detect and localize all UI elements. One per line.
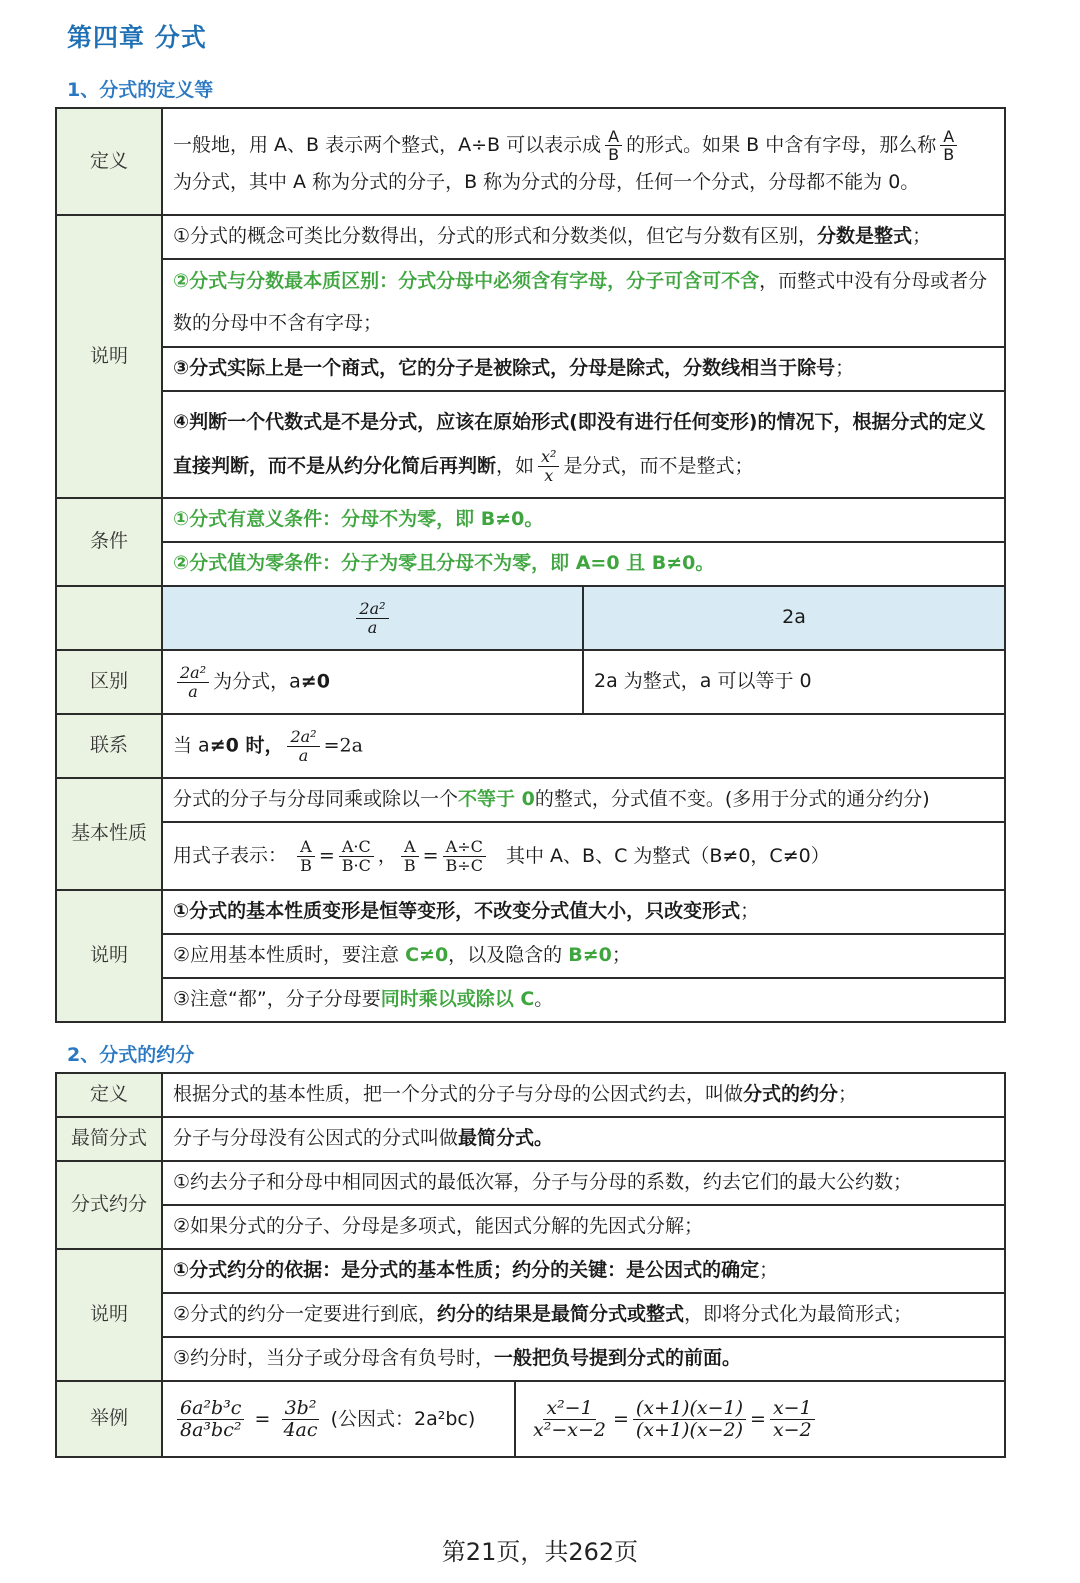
condition-1: ①分式有意义条件：分母不为零，即 B≠0。 [162,498,1005,542]
note-4: ④判断一个代数式是不是分式，应该在原始形式(即没有进行任何变形)的情况下，根据分式的定义直接判断，而不是从约分化简后再判断，如 $\frac{\text{x²}}{x}$ 是分式，而不是整式； [162,391,1005,498]
note-3: ③分式实际上是一个商式，它的分子是被除式，分母是除式，分数线相当于除号； [162,347,1005,391]
compare-header-left: $\frac{\text{2a²}}{a}$ [162,586,583,650]
row-label-simplest: 最简分式 [56,1117,162,1161]
chapter-title: 第四章 分式 [67,23,207,52]
reduction-note-1: ①分式约分的依据：是分式的基本性质；约分的关键：是公因式的确定； [162,1249,1005,1293]
simplest-fraction: 分子与分母没有公因式的分式叫做最简分式。 [162,1117,1005,1161]
row-label-notes-3: 说明 [56,1249,162,1381]
row-label-notes-2: 说明 [56,890,162,1022]
basic-property-2: 用式子表示： $\frac{A}{B}$ = $\frac{A\cdot C}{B\cdot C}$ ， $\frac{A}{B}$ = $\frac{A\div C}{B\div C}$ 其中 A、B、C 为整式（B≠0，C≠0） [162,822,1005,890]
reduction-table [55,1072,1006,1458]
definition-table [55,107,1006,1023]
note-1: ①分式的概念可类比分数得出，分式的形式和分数类似，但它与分数有区别，分数是整式； [162,215,1005,259]
reduction-definition: 根据分式的基本性质，把一个分式的分子与分母的公因式约去，叫做分式的约分； [162,1073,1005,1117]
basic-property-1: 分式的分子与分母同乘或除以一个不等于 0的整式，分式值不变。(多用于分式的通分约分) [162,778,1005,822]
note2-3: ③注意“都”，分子分母要同时乘以或除以 C。 [162,978,1005,1022]
reduction-1: ①约去分子和分母中相同因式的最低次幂，分子与分母的系数，约去它们的最大公约数； [162,1161,1005,1205]
row-label-example: 举例 [56,1381,162,1457]
definition-text-1: 一般地，用 A、B 表示两个整式，A÷B 可以表示成 [173,133,602,156]
row-label-basic-property: 基本性质 [56,778,162,890]
difference-right: 2a 为整式，a 可以等于 0 [583,650,1005,714]
row-label-reduction: 分式约分 [56,1161,162,1249]
note2-2: ②应用基本性质时，要注意 C≠0，以及隐含的 B≠0； [162,934,1005,978]
reduction-note-2: ②分式的约分一定要进行到底，约分的结果是最简分式或整式，即将分式化为最简形式； [162,1293,1005,1337]
condition-2: ②分式值为零条件：分子为零且分母不为零，即 A=0 且 B≠0。 [162,542,1005,586]
row-label-empty [56,586,162,650]
row-label-conditions: 条件 [56,498,162,586]
relation-cell: 当 a≠0 时， $\frac{\text{2a²}}{a}$ =2a [162,714,1005,778]
reduction-2: ②如果分式的分子、分母是多项式，能因式分解的先因式分解； [162,1205,1005,1249]
example-2: $\frac{\text{x²−1}}{\text{x²−x−2}}$ = $\frac{(x+1)(x-1)}{(x+1)(x-2)}$ = $\frac{x-1}{x-2}$ [515,1381,1005,1457]
row-label-difference: 区别 [56,650,162,714]
row-label-definition-2: 定义 [56,1073,162,1117]
fraction-a-over-b-2: $\frac{A}{B}$ [940,128,957,164]
fraction-x2-over-x: $\frac{\text{x²}}{x}$ [538,448,559,484]
reduction-note-3: ③约分时，当分子或分母含有负号时，一般把负号提到分式的前面。 [162,1337,1005,1381]
page-footer: 第21页，共262页 [441,1538,639,1566]
note-2: ②分式与分数最本质区别：分式分母中必须含有字母，分子可含可不含，而整式中没有分母或者分数的分母中不含有字母； [162,259,1005,347]
row-label-notes: 说明 [56,215,162,498]
definition-text-3: 为分式，其中 A 称为分式的分子，B 称为分式的分母，任何一个分式，分母都不能为 0。 [173,170,920,193]
row-label-definition: 定义 [56,108,162,215]
definition-text-2: 的形式。如果 B 中含有字母，那么称 [626,133,937,156]
section2-title: 2、分式的约分 [67,1044,195,1066]
row-label-relation: 联系 [56,714,162,778]
section1-title: 1、分式的定义等 [67,79,214,101]
note2-1: ①分式的基本性质变形是恒等变形，不改变分式值大小，只改变形式； [162,890,1005,934]
difference-left: $\frac{\text{2a²}}{a}$ 为分式，a≠0 [162,650,583,714]
fraction-a-over-b: $\frac{A}{B}$ [605,128,622,164]
compare-header-right: 2a [583,586,1005,650]
example-1: $\frac{\text{6a²b³c}}{\text{8a³bc²}}$ = $\frac{\text{3b²}}{4ac}$ (公因式：2a²bc) [162,1381,515,1457]
definition-cell [162,108,1005,215]
